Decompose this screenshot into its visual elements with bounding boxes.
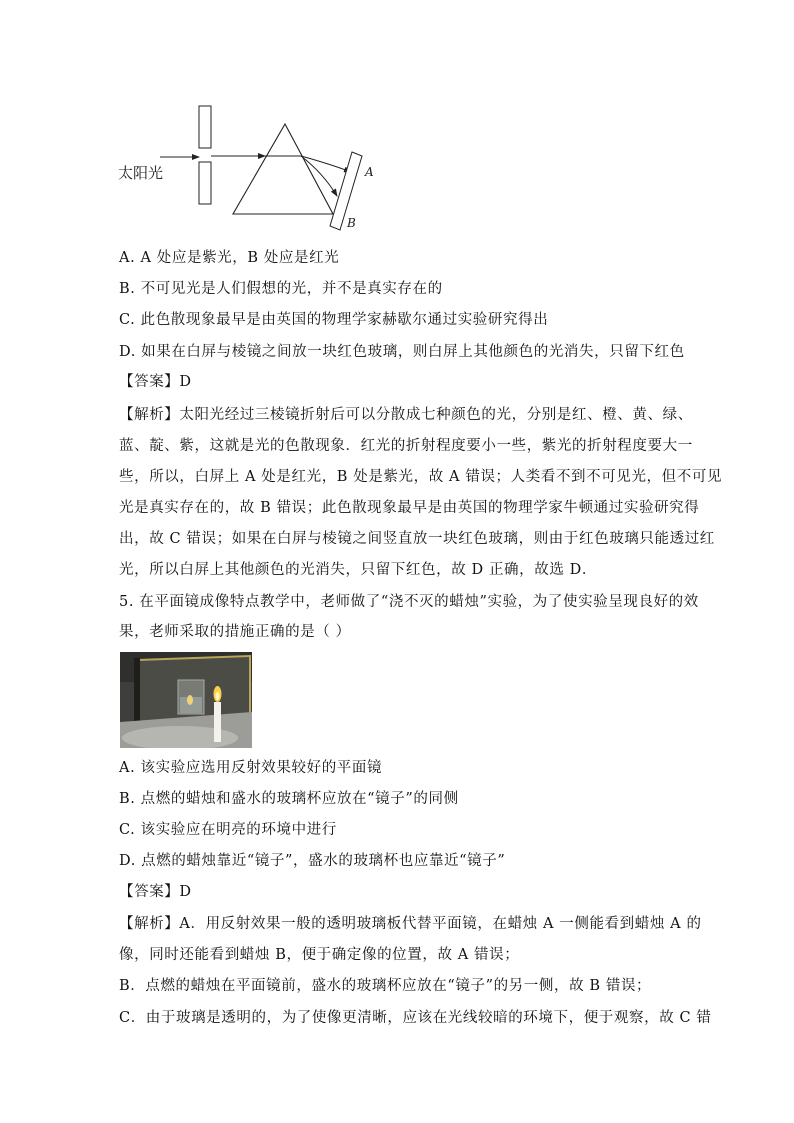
q4-analysis-line: 出，故 C 错误；如果在白屏与棱镜之间竖直放一块红色玻璃，则由于红色玻璃只能透过红 — [119, 531, 715, 547]
q4-analysis-line: 【解析】太阳光经过三棱镜折射后可以分散成七种颜色的光，分别是红、橙、黄、绿、 — [119, 407, 693, 423]
q5-analysis-line: 【解析】A．用反射效果一般的透明玻璃板代替平面镜，在蜡烛 A 一侧能看到蜡烛 A 的 — [119, 916, 702, 932]
q5-option-b: B. 点燃的蜡烛和盛水的玻璃杯应放在“镜子”的同侧 — [119, 791, 459, 807]
q5-analysis-line: 像，同时还能看到蜡烛 B，便于确定像的位置，故 A 错误； — [119, 947, 520, 963]
point-a-label: A — [365, 165, 374, 179]
white-screen — [330, 152, 362, 230]
q4-answer: 【答案】D — [119, 374, 192, 390]
q5-stem-line: 果，老师采取的措施正确的是（ ） — [119, 624, 351, 640]
q4-analysis-line: 些，所以，白屏上 A 处是红光，B 处是紫光，故 A 错误；人类看不到不可见光，但不可见 — [119, 469, 723, 485]
q4-option-b: B. 不可见光是人们假想的光，并不是真实存在的 — [119, 281, 443, 297]
point-b-label: B — [347, 216, 356, 230]
q4-option-a: A. A 处应是紫光，B 处应是红光 — [119, 250, 340, 266]
q5-answer: 【答案】D — [119, 884, 192, 900]
q5-option-c: C. 该实验应在明亮的环境中进行 — [119, 822, 337, 838]
q5-analysis-line: B．点燃的蜡烛在平面镜前，盛水的玻璃杯应放在“镜子”的另一侧，故 B 错误； — [119, 978, 652, 994]
q4-analysis-line: 光是真实存在的，故 B 错误；此色散现象最早是由英国的物理学家牛顿通过实验研究得 — [119, 500, 700, 516]
q5-stem-line: 5. 在平面镜成像特点教学中，老师做了“浇不灭的蜡烛”实验，为了使实验呈现良好的效 — [119, 594, 699, 610]
slit-plate-top — [199, 106, 211, 148]
q4-analysis-line: 蓝、靛、紫，这就是光的色散现象．红光的折射程度要小一些，紫光的折射程度要大一 — [119, 438, 693, 454]
sunlight-label: 太阳光 — [118, 164, 164, 182]
slit-plate-bottom — [199, 162, 211, 204]
q4-option-d: D. 如果在白屏与棱镜之间放一块红色玻璃，则白屏上其他颜色的光消失，只留下红色 — [119, 344, 685, 360]
q5-option-a: A. 该实验应选用反射效果较好的平面镜 — [119, 760, 383, 776]
prism-dispersion-diagram — [115, 98, 385, 238]
q5-option-d: D. 点燃的蜡烛靠近“镜子”，盛水的玻璃杯也应靠近“镜子” — [119, 853, 506, 869]
candle-experiment-photo — [120, 652, 252, 748]
q4-option-c: C. 此色散现象最早是由英国的物理学家赫歇尔通过实验研究得出 — [119, 312, 549, 328]
q5-analysis-line: C．由于玻璃是透明的，为了使像更清晰，应该在光线较暗的环境下，便于观察，故 C 错 — [119, 1010, 712, 1026]
q4-analysis-line: 光，所以白屏上其他颜色的光消失，只留下红色，故 D 正确，故选 D． — [119, 562, 597, 578]
prism — [233, 124, 333, 214]
